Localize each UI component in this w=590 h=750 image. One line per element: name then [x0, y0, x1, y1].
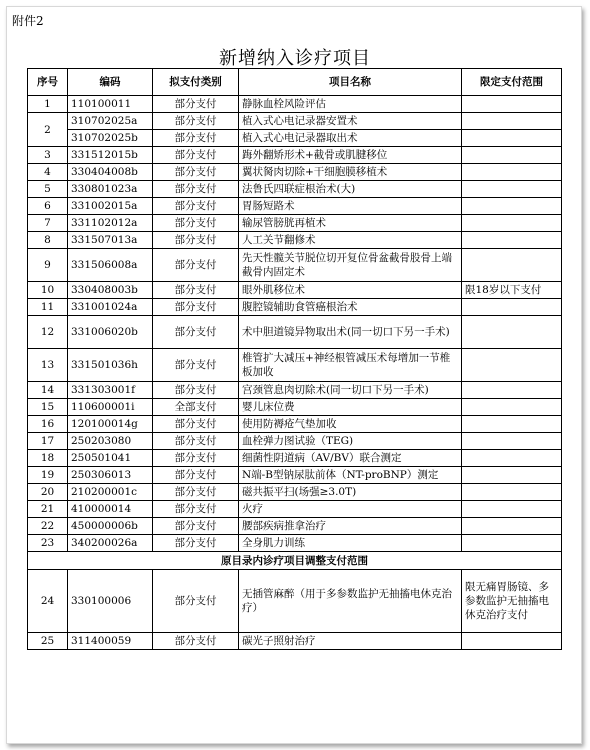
cell-code: 110600001i	[68, 399, 153, 416]
cell-scope: 限18岁以下支付	[462, 282, 562, 299]
cell-item-name: 先天性髋关节脱位切开复位骨盆截骨股骨上端截骨内固定术	[239, 249, 462, 282]
cell-pay-type: 部分支付	[153, 416, 239, 433]
table-row	[28, 399, 562, 416]
cell-pay-type: 部分支付	[153, 232, 239, 249]
cell-code: 330404008b	[68, 164, 153, 181]
cell-no: 19	[28, 467, 68, 484]
table-row	[28, 433, 562, 450]
cell-code: 331512015b	[68, 147, 153, 164]
table-row	[28, 633, 562, 650]
cell-no: 23	[28, 535, 68, 552]
cell-pay-type: 部分支付	[153, 215, 239, 232]
cell-pay-type: 部分支付	[153, 113, 239, 130]
cell-item-name: 植入式心电记录器取出术	[239, 130, 462, 147]
cell-pay-type: 部分支付	[153, 484, 239, 501]
cell-pay-type: 部分支付	[153, 518, 239, 535]
table-row	[28, 299, 562, 316]
cell-item-name: 人工关节翻修术	[239, 232, 462, 249]
cell-no: 11	[28, 299, 68, 316]
cell-pay-type: 部分支付	[153, 198, 239, 215]
cell-scope	[462, 232, 562, 249]
cell-pay-type: 部分支付	[153, 633, 239, 650]
cell-code: 331006020b	[68, 316, 153, 349]
cell-no: 14	[28, 382, 68, 399]
cell-pay-type: 部分支付	[153, 450, 239, 467]
cell-no: 21	[28, 501, 68, 518]
cell-code: 250306013	[68, 467, 153, 484]
cell-no: 6	[28, 198, 68, 215]
cell-scope	[462, 316, 562, 349]
table-row	[28, 450, 562, 467]
cell-pay-type: 全部支付	[153, 399, 239, 416]
cell-item-name: 踇外翻矫形术+截骨或肌腱移位	[239, 147, 462, 164]
cell-no: 15	[28, 399, 68, 416]
table-row	[28, 215, 562, 232]
cell-scope	[462, 349, 562, 382]
header-code: 编码	[68, 69, 153, 96]
cell-scope	[462, 299, 562, 316]
cell-no: 9	[28, 249, 68, 282]
cell-no: 18	[28, 450, 68, 467]
table-row	[28, 147, 562, 164]
cell-item-name: 无插管麻醉（用于多参数监护无抽搐电休克治疗）	[239, 570, 462, 633]
cell-scope	[462, 467, 562, 484]
cell-pay-type: 部分支付	[153, 147, 239, 164]
cell-no: 3	[28, 147, 68, 164]
cell-no: 5	[28, 181, 68, 198]
table-row	[28, 232, 562, 249]
cell-scope	[462, 164, 562, 181]
header-no: 序号	[28, 69, 68, 96]
cell-pay-type: 部分支付	[153, 570, 239, 633]
cell-item-name: 眼外肌移位术	[239, 282, 462, 299]
cell-no: 17	[28, 433, 68, 450]
cell-item-name: 火疗	[239, 501, 462, 518]
table-row	[28, 113, 562, 130]
cell-item-name: 静脉血栓风险评估	[239, 96, 462, 113]
cell-item-name: N端-B型钠尿肽前体（NT-proBNP）测定	[239, 467, 462, 484]
table-row	[28, 316, 562, 349]
table-row	[28, 130, 562, 147]
cell-scope	[462, 147, 562, 164]
cell-code: 331506008a	[68, 249, 153, 282]
cell-no: 7	[28, 215, 68, 232]
cell-pay-type: 部分支付	[153, 349, 239, 382]
cell-pay-type: 部分支付	[153, 467, 239, 484]
cell-code: 310702025b	[68, 130, 153, 147]
cell-scope	[462, 382, 562, 399]
cell-item-name: 磁共振平扫(场强≥3.0T)	[239, 484, 462, 501]
cell-code: 330100006	[68, 570, 153, 633]
cell-pay-type: 部分支付	[153, 501, 239, 518]
cell-code: 120100014g	[68, 416, 153, 433]
cell-code: 330801023a	[68, 181, 153, 198]
cell-scope	[462, 535, 562, 552]
cell-no: 20	[28, 484, 68, 501]
cell-scope: 限无痛胃肠镜、多参数监护无抽搐电休克治疗支付	[462, 570, 562, 633]
cell-scope	[462, 450, 562, 467]
table-row	[28, 570, 562, 633]
cell-item-name: 使用防褥疮气垫加收	[239, 416, 462, 433]
table-row	[28, 249, 562, 282]
cell-no: 4	[28, 164, 68, 181]
cell-item-name: 全身肌力训练	[239, 535, 462, 552]
section-title: 原目录内诊疗项目调整支付范围	[28, 552, 562, 570]
table-row	[28, 467, 562, 484]
cell-code: 340200026a	[68, 535, 153, 552]
cell-item-name: 婴儿床位费	[239, 399, 462, 416]
cell-code: 330408003b	[68, 282, 153, 299]
cell-code: 331303001f	[68, 382, 153, 399]
table-row	[28, 96, 562, 113]
cell-code: 210200001c	[68, 484, 153, 501]
cell-pay-type: 部分支付	[153, 164, 239, 181]
table-row	[28, 282, 562, 299]
cell-pay-type: 部分支付	[153, 130, 239, 147]
cell-pay-type: 部分支付	[153, 96, 239, 113]
cell-scope	[462, 484, 562, 501]
cell-code: 410000014	[68, 501, 153, 518]
cell-pay-type: 部分支付	[153, 535, 239, 552]
cell-scope	[462, 518, 562, 535]
cell-scope	[462, 416, 562, 433]
table-row	[28, 416, 562, 433]
table-row	[28, 382, 562, 399]
cell-pay-type: 部分支付	[153, 181, 239, 198]
cell-scope	[462, 198, 562, 215]
table-row	[28, 535, 562, 552]
header-pay-type: 拟支付类别	[153, 69, 239, 96]
cell-item-name: 翼状胬肉切除+干细胞膜移植术	[239, 164, 462, 181]
cell-item-name: 植入式心电记录器安置术	[239, 113, 462, 130]
header-scope: 限定支付范围	[462, 69, 562, 96]
header-item-name: 项目名称	[239, 69, 462, 96]
cell-pay-type: 部分支付	[153, 382, 239, 399]
items-table	[27, 68, 562, 650]
cell-item-name: 碳光子照射治疗	[239, 633, 462, 650]
table-header-row	[28, 69, 562, 96]
cell-code: 331002015a	[68, 198, 153, 215]
cell-scope	[462, 130, 562, 147]
cell-item-name: 腰部疾病推拿治疗	[239, 518, 462, 535]
cell-item-name: 胃肠短路术	[239, 198, 462, 215]
cell-scope	[462, 249, 562, 282]
cell-scope	[462, 399, 562, 416]
cell-item-name: 细菌性阴道病（AV/BV）联合测定	[239, 450, 462, 467]
cell-scope	[462, 433, 562, 450]
cell-scope	[462, 215, 562, 232]
cell-item-name: 法鲁氏四联症根治术(大)	[239, 181, 462, 198]
cell-item-name: 椎管扩大减压+神经根管减压术每增加一节椎板加收	[239, 349, 462, 382]
document-title: 新增纳入诊疗项目	[219, 48, 371, 69]
cell-pay-type: 部分支付	[153, 433, 239, 450]
cell-item-name: 腹腔镜辅助食管癌根治术	[239, 299, 462, 316]
table-row	[28, 349, 562, 382]
table-row	[28, 181, 562, 198]
cell-no: 10	[28, 282, 68, 299]
cell-code: 450000006b	[68, 518, 153, 535]
table-row	[28, 501, 562, 518]
cell-no: 13	[28, 349, 68, 382]
attachment-label: 附件2	[12, 14, 44, 28]
cell-pay-type: 部分支付	[153, 249, 239, 282]
cell-item-name: 输尿管膀胱再植术	[239, 215, 462, 232]
cell-no: 24	[28, 570, 68, 633]
cell-pay-type: 部分支付	[153, 299, 239, 316]
cell-no: 25	[28, 633, 68, 650]
cell-scope	[462, 96, 562, 113]
cell-no: 2	[28, 113, 68, 147]
cell-code: 311400059	[68, 633, 153, 650]
table-row	[28, 484, 562, 501]
cell-pay-type: 部分支付	[153, 282, 239, 299]
cell-no: 1	[28, 96, 68, 113]
cell-scope	[462, 181, 562, 198]
cell-item-name: 术中胆道镜异物取出术(同一切口下另一手术)	[239, 316, 462, 349]
cell-code: 250501041	[68, 450, 153, 467]
cell-code: 310702025a	[68, 113, 153, 130]
cell-item-name: 血栓弹力图试验（TEG)	[239, 433, 462, 450]
table-row	[28, 164, 562, 181]
table-row	[28, 518, 562, 535]
cell-code: 331507013a	[68, 232, 153, 249]
cell-scope	[462, 501, 562, 518]
cell-no: 12	[28, 316, 68, 349]
table-row	[28, 198, 562, 215]
cell-no: 16	[28, 416, 68, 433]
cell-code: 331102012a	[68, 215, 153, 232]
cell-code: 110100011	[68, 96, 153, 113]
cell-no: 22	[28, 518, 68, 535]
cell-no: 8	[28, 232, 68, 249]
cell-code: 331501036h	[68, 349, 153, 382]
cell-code: 331001024a	[68, 299, 153, 316]
cell-scope	[462, 113, 562, 130]
cell-scope	[462, 633, 562, 650]
cell-pay-type: 部分支付	[153, 316, 239, 349]
cell-item-name: 宫颈管息肉切除术(同一切口下另一手术)	[239, 382, 462, 399]
cell-code: 250203080	[68, 433, 153, 450]
section-row	[28, 552, 562, 570]
